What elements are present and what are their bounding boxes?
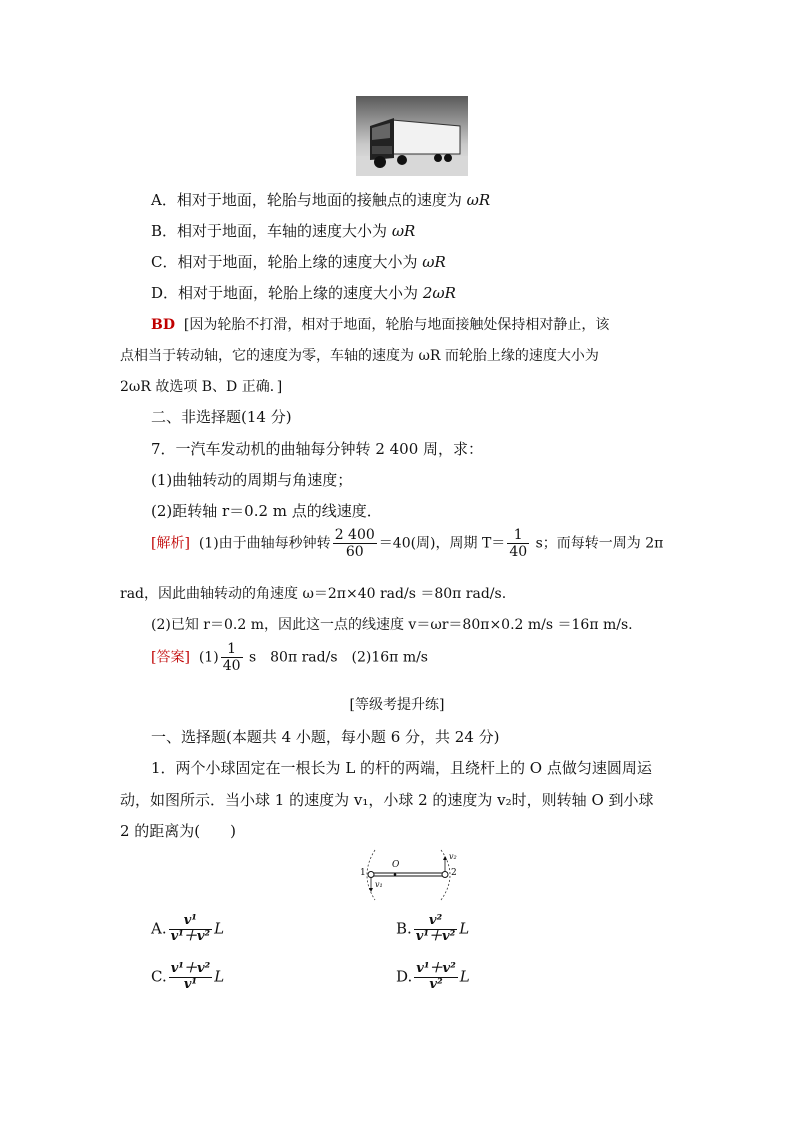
option-tail: L [459, 967, 470, 986]
option-letter: A. [151, 919, 167, 938]
option-letter: A． [151, 191, 177, 209]
q7-solution-part2: (2)已知 r＝0.2 m，因此这一点的线速度 v＝ωr＝80π×0.2 m/s ＝16π m/s. [151, 617, 633, 633]
q6-option-a [151, 189, 490, 210]
answer-text: [因为轮胎不打滑，相对于地面，轮胎与地面接触处保持相对静止，该 [183, 317, 610, 333]
option-math: ωR [466, 191, 491, 209]
q7-solution-line1 [151, 527, 663, 560]
answer-text: 点相当于转动轴，它的速度为零，车轴的速度为 ωR 而轮胎上缘的速度大小为 [120, 348, 599, 364]
level-title: [等级考提升练] [349, 697, 445, 713]
q1-line3: 2 的距离为( ) [120, 822, 237, 840]
solution-label: [解析] [151, 535, 190, 552]
ball-1-label: 1 [360, 868, 366, 878]
fraction-denominator: 40 [222, 658, 241, 675]
q6-option-c [151, 251, 446, 272]
option-math: 2ωR [422, 284, 456, 302]
option-letter: C． [151, 253, 178, 271]
q1-option-a [151, 914, 224, 945]
ball-2-label: 2 [451, 868, 457, 878]
q7-solution-line2: rad，因此曲轴转动的角速度 ω＝2π×40 rad/s ＝80π rad/s. [120, 586, 507, 602]
option-text: 相对于地面，轮胎上缘的速度大小为 [178, 284, 423, 302]
fraction-numerator: v² [414, 914, 458, 930]
q7-part1: (1)曲轴转动的周期与角速度； [151, 471, 353, 489]
q1-line1: 1．两个小球固定在一根长为 L 的杆的两端，且绕杆上的 O 点做匀速圆周运 [151, 759, 652, 777]
option-math: ωR [391, 222, 416, 240]
option-tail: L [459, 919, 470, 938]
q6-option-b [151, 220, 415, 241]
q6-option-d [151, 282, 456, 303]
pivot-o-label: O [392, 860, 400, 870]
q6-answer-line1 [151, 314, 609, 334]
fraction-denominator: v² [429, 976, 443, 992]
q1-option-b [396, 914, 469, 945]
fraction-numerator: v¹＋v² [170, 961, 211, 976]
option-text: 相对于地面，车轴的速度大小为 [177, 222, 392, 240]
option-text: 相对于地面，轮胎与地面的接触点的速度为 [176, 191, 467, 209]
q6-answer-line3 [120, 376, 282, 396]
fraction-numerator: v¹＋v² [416, 961, 456, 976]
v2-label: v₂ [449, 852, 457, 861]
section2-title: 二、非选择题(14 分) [151, 408, 292, 426]
v1-label: v₁ [375, 880, 383, 889]
fraction-denominator: v¹＋v² [415, 928, 456, 944]
option-math: ωR [422, 253, 446, 271]
q7-answer [151, 641, 428, 674]
fraction [507, 527, 529, 560]
fraction [414, 914, 458, 945]
fraction-denominator: v¹＋v² [170, 928, 211, 944]
answer-text: (1) [198, 649, 219, 666]
option-text: 相对于地面，轮胎上缘的速度大小为 [177, 253, 423, 271]
fraction [169, 962, 213, 993]
answer-label: BD [151, 317, 175, 333]
fraction-denominator: 60 [345, 544, 364, 561]
option-tail: L [214, 967, 225, 986]
option-tail: L [214, 919, 225, 938]
fraction-denominator: 40 [509, 544, 528, 561]
q7-stem: 7．一汽车发动机的曲轴每分钟转 2 400 周，求： [151, 440, 484, 458]
solution-text: (1)由于曲轴每秒钟转 [198, 535, 331, 552]
fraction-numerator: 2 400 [334, 527, 375, 543]
option-letter: C. [151, 967, 167, 986]
q6-answer-line2 [120, 345, 599, 365]
truck-photo [356, 96, 468, 176]
fraction [333, 527, 377, 560]
fraction-numerator: 1 [221, 641, 243, 658]
fraction-numerator: 1 [507, 527, 529, 544]
answer-label: [答案] [151, 649, 190, 666]
option-letter: B. [396, 919, 412, 938]
q1-option-d [396, 962, 470, 993]
q1-line2: 动，如图所示．当小球 1 的速度为 v₁，小球 2 的速度为 v₂时，则转轴 O 到小球 [120, 791, 654, 809]
answer-text: s 80π rad/s (2)16π m/s [244, 649, 428, 666]
solution-text: s；而每转一周为 2π [531, 535, 664, 552]
answer-text: 2ωR 故选项 B、D 正确．] [120, 379, 283, 395]
section1-title: 一、选择题(本题共 4 小题，每小题 6 分，共 24 分) [151, 728, 500, 746]
option-letter: B． [151, 222, 178, 240]
fraction [221, 641, 243, 674]
fraction [169, 914, 213, 945]
fraction [414, 962, 458, 993]
solution-text: ＝40(周)，周期 T＝ [378, 535, 506, 552]
option-letter: D. [396, 967, 413, 986]
q7-part2: (2)距转轴 r＝0.2 m 点的线速度． [151, 502, 382, 520]
q1-option-c [151, 962, 224, 993]
fraction-denominator: v¹ [183, 976, 198, 992]
rod-diagram [355, 846, 465, 904]
option-letter: D． [151, 284, 179, 302]
fraction-numerator: v¹ [169, 914, 213, 930]
